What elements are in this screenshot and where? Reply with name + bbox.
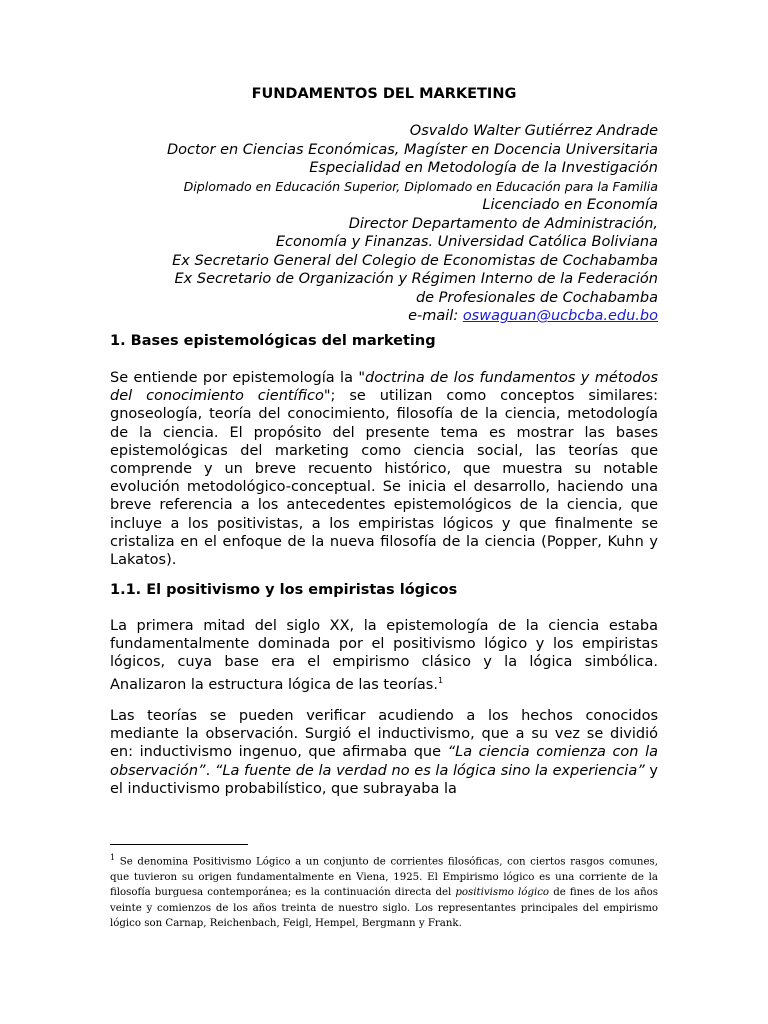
author-name: Osvaldo Walter Gutiérrez Andrade (409, 123, 658, 139)
paragraph-text: La primera mitad del siglo XX, la epistemología de la ciencia estaba fundamentalmente dominada por el positivismo lógico y los empiristas lógicos, cuya base era el empirismo clásico y la lógica simbólica. Analizaron la estructura lógica de las teorías. (110, 618, 658, 693)
paragraph-quote: "doctrina de los fundamentos y métodos del conocimiento científico" (110, 370, 658, 405)
section-heading: 1. Bases epistemológicas del marketing (110, 333, 436, 349)
footnote-divider (110, 844, 248, 845)
paragraph (110, 707, 658, 798)
paragraph-text: Las teorías se pueden verificar acudiendo a los hechos conocidos mediante la observación. Surgió el inductivismo, que a su vez se dividió en: inductivismo ingenuo, que afirmaba que (110, 708, 658, 761)
paragraph-text: Se entiende por epistemología la (110, 370, 359, 386)
author-credential: Ex Secretario General del Colegio de Economistas de Cochabamba (172, 252, 658, 269)
paragraph (110, 369, 658, 569)
author-block (98, 122, 658, 326)
footnote-number: 1 (110, 853, 116, 862)
document-title: FUNDAMENTOS DEL MARKETING (251, 86, 517, 102)
paragraph (110, 617, 658, 694)
paragraph-text: . (205, 762, 215, 779)
footnote-italic: positivismo lógico (455, 887, 550, 899)
email-link[interactable]: oswaguan@ucbcba.edu.bo (462, 308, 658, 324)
paragraph-text: ; se utilizan como conceptos similares: gnoseología, teoría del conocimiento, filosofía de la ciencia, metodología de la ciencia. El propósito del presente tema es mostrar las bases epistemológicas del marketing como ciencia social, las teorías que comprende y un breve recuento histórico, que muestra su notable evolución metodológico-conceptual. Se inicia el desarrollo, haciendo una breve referencia a los antecedentes epistemológicos de la ciencia, que incluye a los positivistas, a los empiristas lógicos y que finalmente se cristaliza en el enfoque de la nueva filosofía de la ciencia (Popper, Kuhn y Lakatos). (110, 388, 658, 569)
author-credential: Doctor en Ciencias Económicas, Magíster en Docencia Universitaria (166, 141, 658, 158)
paragraph-quote: “La fuente de la verdad no es la lógica sino la experiencia” (214, 762, 645, 779)
author-credential: Diplomado en Educación Superior, Diplomado en Educación para la Familia (183, 178, 658, 194)
footnote-text: de fines de los años veinte y comienzos de los años treinta de nuestro siglo. Los representantes principales del empirismo lógico son Carnap, Reichenbach, Feigl, Hempel, Bergmann y Frank. (110, 887, 659, 930)
footnote-ref[interactable]: 1 (437, 675, 444, 685)
author-credential: Licenciado en Economía (482, 197, 658, 213)
paragraph-text: y el inductivismo probabilístico, que subrayaba la (110, 762, 659, 797)
author-credential: Economía y Finanzas. Universidad Católica Boliviana (275, 234, 658, 250)
author-credential: Ex Secretario de Organización y Régimen Interno de la Federación (174, 271, 658, 287)
footnote-text: Se denomina Positivismo Lógico a un conjunto de corrientes filosóficas, con ciertos rasgos comunes, que tuvieron su origen fundamentalmente en Viena, 1925. El Empirismo lógico es una corriente de la filosofía burguesa contemporánea; es la continuación directa del (110, 856, 658, 899)
subsection-heading: 1.1. El positivismo y los empiristas lógicos (110, 582, 458, 598)
author-email-line (98, 307, 658, 326)
author-credential: Director Departamento de Administración, (348, 215, 658, 232)
paragraph-quote: “La ciencia comienza con la observación” (110, 744, 658, 779)
author-credential: de Profesionales de Cochabamba (415, 289, 658, 306)
author-credential: Especialidad en Metodología de la Investigación (309, 160, 658, 176)
footnote (110, 850, 658, 932)
email-label: e-mail: (408, 308, 459, 324)
